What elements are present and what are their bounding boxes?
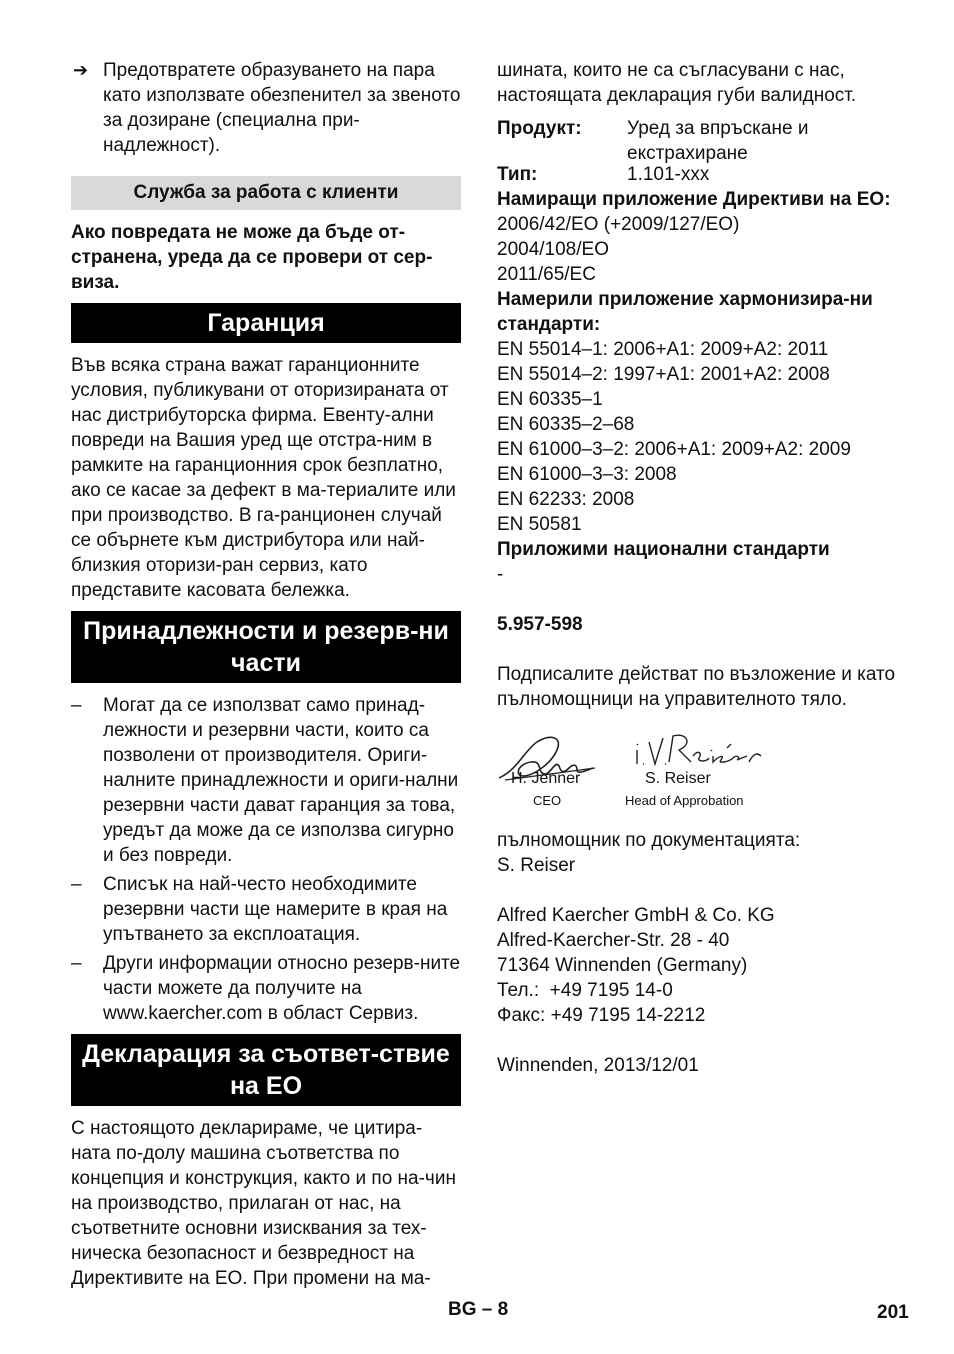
- standard-item: EN 60335–1: [497, 389, 603, 410]
- standard-item: EN 55014–2: 1997+A1: 2001+A2: 2008: [497, 364, 830, 385]
- directive-item: 2004/108/ЕО: [497, 239, 609, 260]
- standard-item: EN 62233: 2008: [497, 489, 635, 510]
- product-value: Уред за впръскане и екстрахиране: [627, 118, 809, 164]
- signatories-text: Подписалите действат по възложение и като пълномощници на управителното тяло.: [497, 664, 896, 710]
- standard-item: EN 50581: [497, 514, 582, 535]
- warranty-text: Във всяка страна важат гаранционните условия, публикувани от оторизираната от нас дистрибуторска фирма. Евенту-ални повреди на Вашия уред ще отстра-ним в рамките на гаранционния срок безплатно, ако се касае за дефект в ма-териалите или при производство. В га-ранционен случай се обърнете към дистрибутора или най-близкия оторизи-ран сервиз, като представите касовата бележка.: [71, 355, 456, 601]
- standard-item: EN 61000–3–2: 2006+A1: 2009+A2: 2009: [497, 439, 851, 460]
- address-line: Факс: +49 7195 14-2212: [497, 1005, 706, 1026]
- address-line: 71364 Winnenden (Germany): [497, 955, 748, 976]
- signatures: [497, 720, 897, 840]
- page-number: 201: [877, 1302, 909, 1323]
- right-column: [497, 58, 897, 1078]
- product-row: [497, 116, 897, 166]
- parts-list: [71, 693, 461, 1026]
- documentation-rep-name: S. Reiser: [497, 855, 576, 876]
- standards-label: Намерили приложение хармонизира-ни стандарти:: [497, 289, 873, 335]
- signatory-2-title: Head of Approbation: [625, 793, 744, 808]
- address-line: Alfred-Kaercher-Str. 28 - 40: [497, 930, 730, 951]
- declaration-continuation: шината, които не са съгласувани с нас, настоящата декларация губи валидност.: [497, 60, 857, 106]
- service-text: Ако повредата не може да бъде от-странена, уреда да се провери от сер-виза.: [71, 222, 433, 293]
- address-line: Alfred Kaercher GmbH & Co. KG: [497, 905, 775, 926]
- place-date: Winnenden, 2013/12/01: [497, 1055, 699, 1076]
- type-value: 1.101-xxx: [627, 164, 710, 185]
- type-row: [497, 162, 897, 187]
- national-standards-value: -: [497, 564, 504, 585]
- warranty-heading: Гаранция: [71, 303, 461, 343]
- signatory-2-name: S. Reiser: [645, 770, 711, 787]
- instruction-text: Предотвратете образуването на пара като използвате обезпенител за звеното за дозиране (специална при-надлежност).: [103, 60, 461, 156]
- footer-section-page: BG – 8: [448, 1299, 509, 1320]
- product-label: Продукт:: [497, 118, 582, 139]
- standard-item: EN 61000–3–3: 2008: [497, 464, 677, 485]
- signatory-1-title: CEO: [533, 793, 562, 808]
- type-label: Тип:: [497, 164, 538, 185]
- address-line: Тел.: +49 7195 14-0: [497, 980, 673, 1001]
- declaration-heading: Декларация за съответ-ствие на ЕО: [71, 1034, 461, 1106]
- directive-item: 2006/42/ЕО (+2009/127/ЕО): [497, 214, 740, 235]
- list-item: – Други информации относно резерв-ните части можете да получите на www.kaercher.com в област Сервиз.: [71, 953, 461, 1024]
- signatory-1-name: H. Jenner: [511, 770, 581, 787]
- directive-item: 2011/65/ЕС: [497, 264, 596, 285]
- national-standards-label: Приложими национални стандарти: [497, 539, 830, 560]
- declaration-text: С настоящото декларираме, че цитира-ната по-долу машина съответства по концепция и конструкция, както и по на-чин на производство, прилаган от нас, на съответните основни изисквания за тех-ническа безопасност и безвредност на Директивите на ЕО. При промени на ма-: [71, 1118, 456, 1289]
- instruction-item: [71, 58, 461, 158]
- documentation-rep-label: пълномощник по документацията:: [497, 830, 801, 851]
- directives-label: Намиращи приложение Директиви на ЕО:: [497, 189, 891, 210]
- service-heading: Служба за работа с клиенти: [71, 176, 461, 210]
- arrow-right-icon: ➔: [73, 60, 89, 80]
- list-item: – Могат да се използват само принад-лежности и резервни части, които са позволени от производителя. Ориги-налните принадлежности и ориги-нални резервни части дават гаранция за това, уредът да може да се използва сигурно и без повреди.: [71, 695, 459, 866]
- document-number: 5.957-598: [497, 614, 583, 635]
- list-item: – Списък на най-често необходимите резервни части ще намерите в края на упътването за експлоатация.: [71, 874, 448, 945]
- standard-item: EN 55014–1: 2006+A1: 2009+A2: 2011: [497, 339, 829, 360]
- left-column: [71, 58, 461, 1291]
- standard-item: EN 60335–2–68: [497, 414, 635, 435]
- parts-heading: Принадлежности и резерв-ни части: [71, 611, 461, 683]
